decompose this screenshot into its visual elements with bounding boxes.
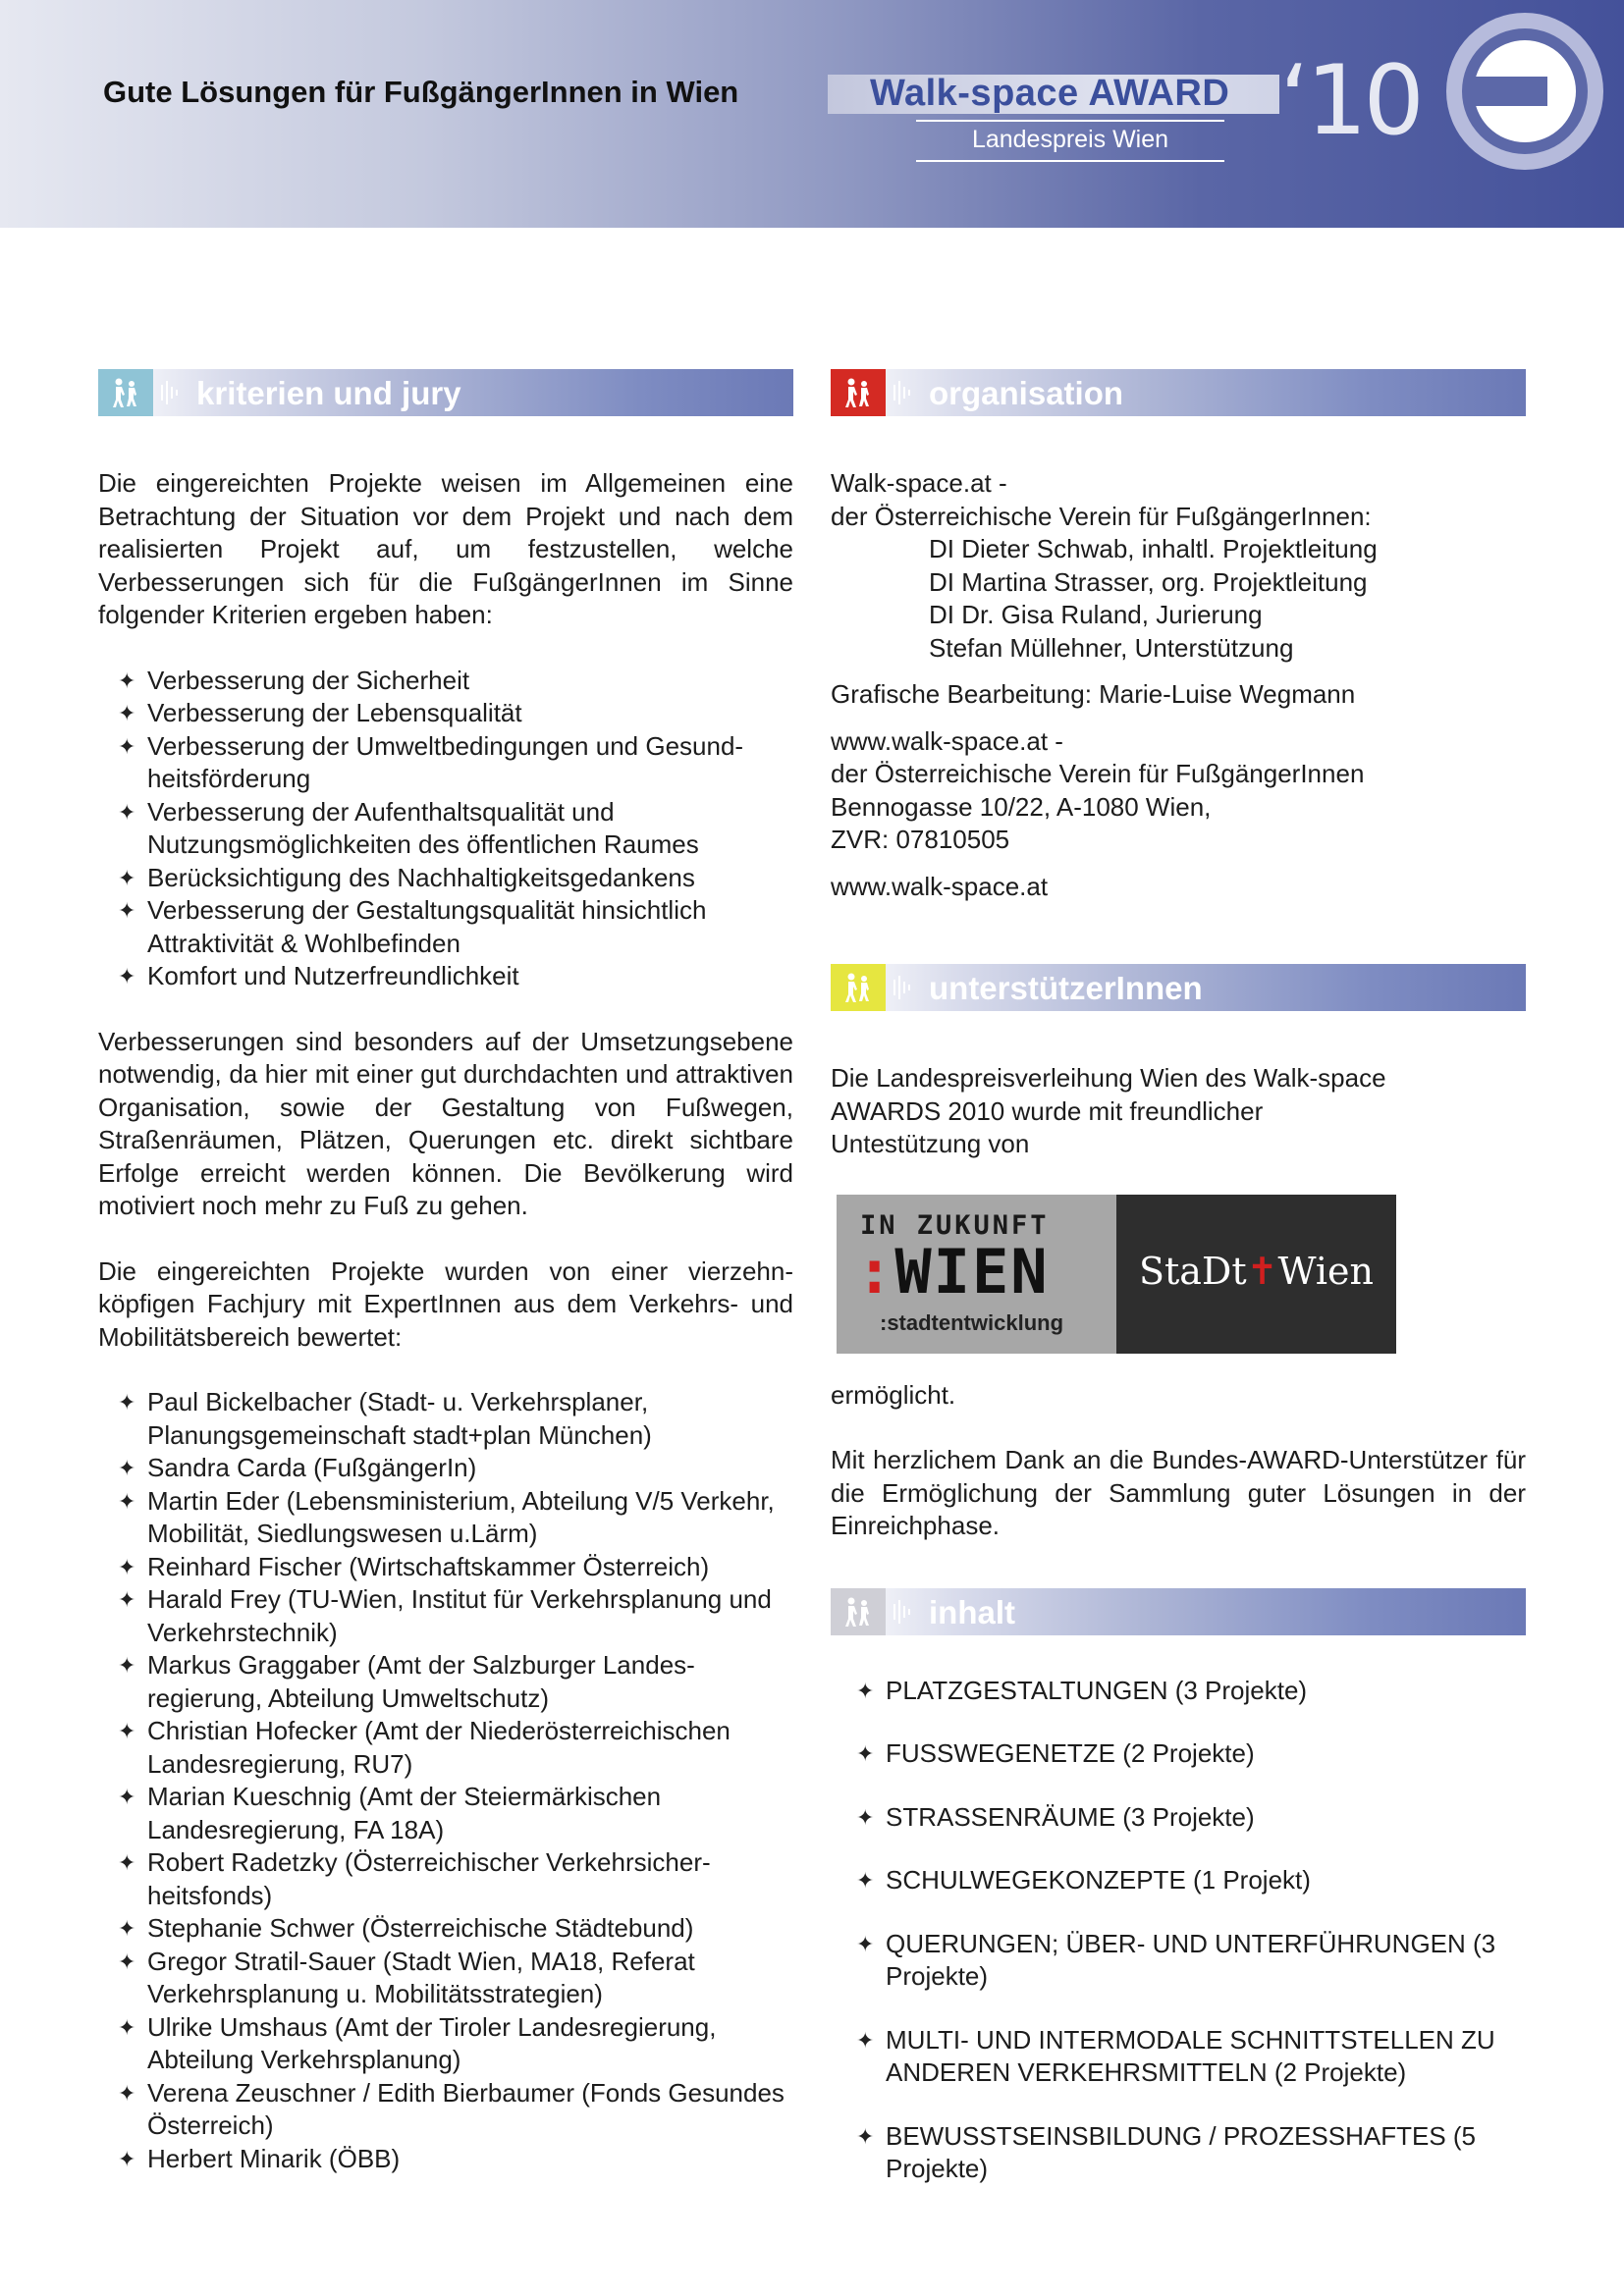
divider-lines-icon	[893, 974, 915, 1001]
pedestrians-icon	[831, 1588, 886, 1635]
supporter-thanks: Mit herzlichem Dank an die Bundes-AWARD-Unterstützer für die Ermöglichung der Sammlung guter Lösungen in der Einreichphase.	[831, 1445, 1526, 1540]
supporter-after-logo: ermöglicht.	[831, 1379, 956, 1410]
list-item: ✦ Harald Frey (TU-Wien, Institut für Verkehrsplanung und Verkehrstechnik)	[98, 1583, 793, 1649]
contents-item[interactable]: ✦ FUSSWEGENETZE (2 Projekte)	[831, 1737, 1526, 1771]
award-rule-bottom	[916, 160, 1224, 162]
stadt-wien-logo	[1116, 1195, 1396, 1354]
logo-text-stadt-wien: StaDt✝Wien	[1138, 1249, 1375, 1293]
team-list	[831, 533, 1526, 665]
list-item: ✦ Verbesserung der Gestaltungsqualität hinsichtlich Attraktivität & Wohlbefinden	[98, 894, 793, 960]
contents-item[interactable]: ✦ BEWUSSTSEINSBILDUNG / PROZESSHAFTES (5 Projekte)	[831, 2120, 1526, 2186]
list-item: ✦ Reinhard Fischer (Wirtschaftskammer Österreich)	[98, 1551, 793, 1584]
award-subtitle: Landespreis Wien	[971, 126, 1169, 153]
criteria-list	[98, 665, 793, 993]
address-line: Bennogasse 10/22, A-1080 Wien,	[831, 791, 1212, 822]
list-item: ✦ Stephanie Schwer (Österreichische Städtebund)	[98, 1912, 793, 1946]
list-item: ✦ Verbesserung der Umweltbedingungen und Gesundheitsförderung	[98, 730, 793, 796]
kriterien-intro: Die eingereichten Projekte weisen im Allgemeinen eine Betrachtung der Situation vor dem Projekt und nach dem realisierten Projekt auf, um festzustellen, welche Verbesserungen sich für die FußgängerInnen im Sinne folgender Kriterien ergeben haben:	[98, 468, 793, 629]
address-line: www.walk-space.at -	[831, 725, 1063, 756]
contents-item[interactable]: ✦ STRASSENRÄUME (3 Projekte)	[831, 1801, 1526, 1835]
in-zukunft-wien-logo	[837, 1195, 1116, 1354]
page-title: Gute Lösungen für FußgängerInnen in Wien	[103, 75, 739, 109]
logo-text-in-zukunft: IN ZUKUNFT	[860, 1209, 1050, 1241]
list-item: ✦ Verbesserung der Lebensqualität	[98, 697, 793, 730]
contents-item[interactable]: ✦ SCHULWEGEKONZEPTE (1 Projekt)	[831, 1864, 1526, 1897]
divider-lines-icon	[893, 1598, 915, 1626]
left-column	[98, 369, 793, 2175]
team-member: DI Dieter Schwab, inhaltl. Projektleitung	[929, 534, 1378, 563]
award-logo-icon	[1441, 8, 1608, 175]
divider-lines-icon	[893, 379, 915, 406]
address-line: der Österreichische Verein für FußgängerInnen	[831, 759, 1365, 788]
section-title-inhalt: inhalt	[929, 1593, 1015, 1630]
graphic-credit: Grafische Bearbeitung: Marie-Luise Wegmann	[831, 679, 1356, 709]
logo-text-wien: :WIEN	[856, 1235, 1050, 1308]
logo-text-stadtentwicklung: :stadtentwicklung	[880, 1309, 1064, 1335]
contents-item[interactable]: ✦ PLATZGESTALTUNGEN (3 Projekte)	[831, 1675, 1526, 1708]
sponsor-logo	[837, 1195, 1396, 1354]
page-header	[0, 0, 1624, 228]
award-rule-top	[916, 120, 1224, 122]
list-item: ✦ Verbesserung der Sicherheit	[98, 665, 793, 698]
pedestrians-icon	[98, 369, 153, 416]
org-line-2: der Österreichische Verein für FußgängerInnen:	[831, 501, 1372, 531]
supporter-intro-line: Untestützung von	[831, 1129, 1030, 1158]
list-item: ✦ Herbert Minarik (ÖBB)	[98, 2143, 793, 2176]
list-item: ✦ Sandra Carda (FußgängerIn)	[98, 1452, 793, 1485]
list-item: ✦ Martin Eder (Lebensministerium, Abteilung V/5 Verkehr, Mobilität, Siedlungswesen u.Lärm)	[98, 1485, 793, 1551]
kriterien-paragraph-2: Verbesserungen sind besonders auf der Umsetzungsebene notwendig, da hier mit einer gut durchdachten und attraktiven Organisation, sowie der Gestaltung von Fußwegen, Straßenräumen, Plätzen, Querungen etc. direkt sichtbare Erfolge erreicht werden können. Die Bevölkerung wird motiviert noch mehr zu Fuß zu gehen.	[98, 1026, 793, 1220]
pedestrians-icon	[831, 964, 886, 1011]
website-link[interactable]: www.walk-space.at	[831, 871, 1049, 901]
section-header-kriterien	[98, 369, 793, 416]
list-item: ✦ Berücksichtigung des Nachhaltigkeitsgedankens	[98, 862, 793, 895]
list-item: ✦ Christian Hofecker (Amt der Niederösterreichischen Landesregierung, RU7)	[98, 1715, 793, 1781]
team-member: DI Dr. Gisa Ruland, Jurierung	[929, 600, 1263, 629]
section-header-inhalt	[831, 1588, 1526, 1635]
list-item: ✦ Verbesserung der Aufenthaltsqualität und Nutzungsmöglichkeiten des öffentlichen Raumes	[98, 796, 793, 862]
contents-list	[831, 1675, 1526, 2186]
list-item: ✦ Verena Zeuschner / Edith Bierbaumer (Fonds Gesundes Österreich)	[98, 2077, 793, 2143]
supporter-intro-line: AWARDS 2010 wurde mit freundlicher	[831, 1095, 1264, 1126]
list-item: ✦ Robert Radetzky (Österreichischer Verkehrsicherheitsfonds)	[98, 1846, 793, 1912]
contents-item[interactable]: ✦ QUERUNGEN; ÜBER- UND UNTERFÜHRUNGEN (3 Projekte)	[831, 1928, 1526, 1994]
list-item: ✦ Paul Bickelbacher (Stadt- u. Verkehrsplaner, Planungsgemeinschaft stadt+plan München)	[98, 1386, 793, 1452]
supporter-intro-line: Die Landespreisverleihung Wien des Walk-space	[831, 1063, 1386, 1093]
contents-item[interactable]: ✦ MULTI- UND INTERMODALE SCHNITTSTELLEN ZU ANDEREN VERKEHRSMITTELN (2 Projekte)	[831, 2024, 1526, 2090]
jury-list	[98, 1386, 793, 2175]
right-column	[831, 369, 1526, 2216]
kriterien-paragraph-3: Die eingereichten Projekte wurden von einer vierzehnköpfigen Fachjury mit ExpertInnen aus dem Verkehrs- und Mobilitätsbereich bewertet:	[98, 1255, 793, 1352]
section-title-organisation: organisation	[929, 375, 1124, 411]
list-item: ✦ Ulrike Umshaus (Amt der Tiroler Landesregierung, Abteilung Verkehrsplanung)	[98, 2011, 793, 2077]
team-member: Stefan Müllehner, Unterstützung	[929, 632, 1294, 663]
list-item: ✦ Komfort und Nutzerfreundlichkeit	[98, 960, 793, 993]
award-name: Walk-space AWARD	[870, 73, 1230, 114]
section-header-organisation	[831, 369, 1526, 416]
org-line-1: Walk-space.at -	[831, 468, 1007, 498]
pedestrians-icon	[831, 369, 886, 416]
team-member: DI Martina Strasser, org. Projektleitung	[929, 566, 1368, 597]
section-title-unterstuetzer: unterstützerInnen	[929, 970, 1203, 1006]
list-item: ✦ Markus Graggaber (Amt der Salzburger Landesregierung, Abteilung Umweltschutz)	[98, 1649, 793, 1715]
section-title-kriterien: kriterien und jury	[196, 375, 461, 411]
address-line: ZVR: 07810505	[831, 825, 1010, 854]
list-item: ✦ Marian Kueschnig (Amt der Steiermärkischen Landesregierung, FA 18A)	[98, 1781, 793, 1846]
award-year: ‘10	[1279, 45, 1421, 157]
divider-lines-icon	[161, 379, 183, 406]
list-item: ✦ Gregor Stratil-Sauer (Stadt Wien, MA18, Referat Verkehrsplanung u. Mobilitätsstrategien)	[98, 1946, 793, 2011]
section-header-unterstuetzer	[831, 964, 1526, 1011]
